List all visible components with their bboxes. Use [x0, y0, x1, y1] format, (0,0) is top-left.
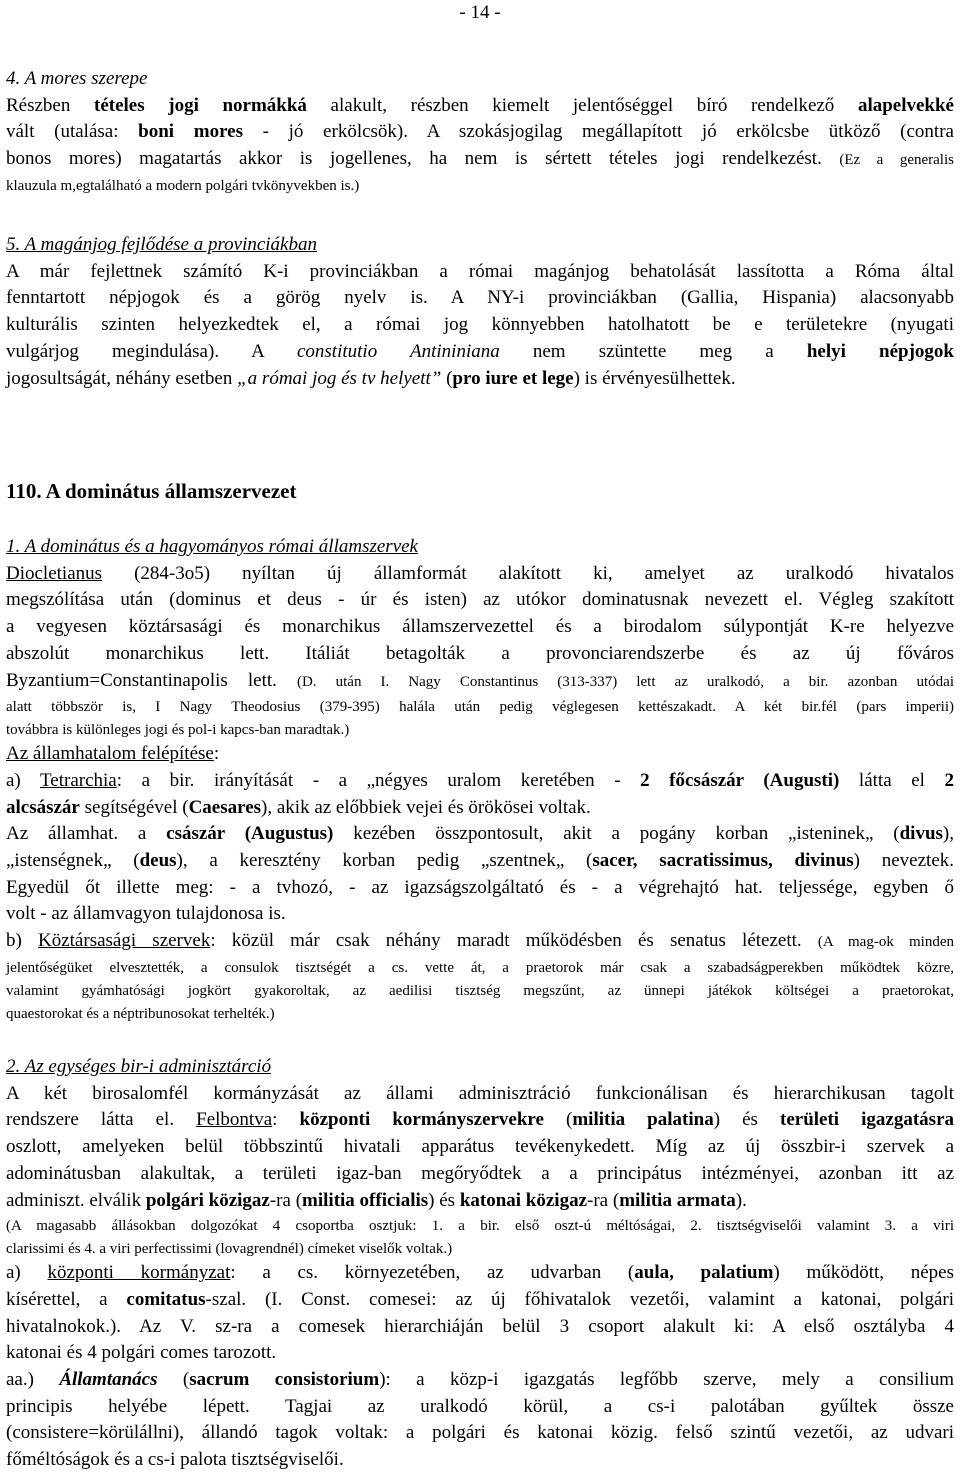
plain-text: ) neveztek. [853, 850, 954, 872]
bold-text: tételes jogi normákká [94, 94, 307, 116]
small-note-text: (A magasabb állásokban dolgozókat 4 csoportba osztjuk: 1. a bir. első oszt-ú méltóságai, 2. tisztségviselői valamint 3. a viri [6, 1218, 954, 1235]
bold-text: 2 [944, 769, 955, 791]
heading-text: 2. Az egységes bir-i adminisztárció [6, 1056, 272, 1077]
text-line [6, 1188, 954, 1215]
text-line [6, 795, 954, 822]
text-line [6, 718, 954, 741]
text-line [6, 1314, 954, 1341]
text-line [6, 285, 954, 312]
section-administration [6, 1054, 954, 1474]
text-line [6, 561, 954, 588]
underlined-text: Felbontva [196, 1109, 273, 1131]
text-line [6, 741, 954, 768]
text-line [6, 1340, 954, 1367]
plain-text: alakult, részben kiemelt jelentőséggel bíró rendelkező [306, 94, 858, 116]
text-line [6, 956, 954, 979]
plain-text: vulgárjog megindulása). A [6, 340, 297, 362]
bold-text: alapelvekké [857, 94, 954, 116]
text-line [6, 695, 954, 718]
bold-text: sacrum consistorium [189, 1369, 380, 1391]
bold-italic-text: Államtanács [59, 1369, 158, 1391]
plain-text: oszlott, amelyeken belül többszintű hivatali apparátus tevékenykedett. Míg az új összbir-i szervek a [6, 1136, 954, 1158]
plain-text: adminiszt. elválik [6, 1189, 146, 1211]
text-line [6, 1134, 954, 1161]
text-line [6, 928, 954, 956]
text-line [6, 668, 954, 696]
chapter-title [6, 478, 954, 505]
plain-text: aa.) [6, 1369, 60, 1391]
plain-text: volt - az államvagyon tulajdonosa is. [6, 903, 286, 925]
plain-text: ( [543, 1109, 573, 1131]
plain-text: : [272, 1109, 300, 1131]
small-note-text: (D. után I. Nagy Constantinus (313-337) lett az uralkodó, a bir. azonban utódai [296, 673, 954, 690]
plain-text: ), akik az előbbiek vejei és örökösei voltak. [261, 796, 591, 818]
plain-text: : a cs. környezetében, az udvarban ( [230, 1262, 635, 1284]
text-line [6, 119, 954, 146]
plain-text: ) működött, népes [773, 1262, 954, 1284]
text-line [6, 1420, 954, 1447]
bold-text: sacer, sacratissimus, divinus [592, 850, 854, 872]
bold-text: divus [899, 823, 943, 845]
heading-text: 1. A dominátus és a hagyományos római államszervek [6, 536, 418, 557]
plain-text: kísérettel, a [6, 1288, 127, 1310]
plain-text: b) [6, 930, 38, 952]
section-heading: 4. A mores szerepe [6, 68, 148, 89]
text-line [6, 901, 954, 928]
text-line [6, 1107, 954, 1134]
plain-text: : közül már csak néhány maradt működésben és senatus létezett. [210, 930, 818, 952]
plain-text: főméltóságok és a cs-i palota tisztségviselői. [6, 1449, 344, 1471]
small-note-text: clarissimi és 4. a viri perfectissimi (lovagrendnél) címeket viselők voltak.) [6, 1241, 453, 1258]
bold-text: központi kormányszervekre [299, 1109, 544, 1131]
text-line [6, 174, 954, 197]
bold-text: császár (Augustus) [166, 823, 334, 845]
small-note-text: alatt többször is, I Nagy Theodosius (379-395) halála után pedig véglegesen kettészakadt. A két bir.fél (pars imperii) [6, 699, 954, 716]
bold-text: militia armata [619, 1189, 736, 1211]
text-line [6, 146, 954, 174]
text-line [6, 259, 954, 286]
section-heading [6, 232, 954, 259]
text-line [6, 1394, 954, 1421]
plain-text: katonai és 4 polgári comes tarozott. [6, 1342, 277, 1364]
text-line [6, 641, 954, 668]
section-heading [6, 534, 954, 561]
text-line [6, 312, 954, 339]
plain-text: ( [157, 1369, 190, 1391]
plain-text: Egyedül őt illette meg: - a tvhozó, - az igazságszolgáltató és - a végrehajtó hat. teljessége, egyben ő [6, 876, 954, 898]
text-line [6, 1081, 954, 1108]
section-body [6, 1081, 954, 1474]
text-line [6, 821, 954, 848]
bold-text: militia officialis [302, 1189, 429, 1211]
section-mores [6, 66, 954, 197]
bold-text: polgári közigaz [145, 1189, 270, 1211]
heading-text: 5. A magánjog fejlődése a provinciákban [6, 234, 317, 255]
plain-text: adominátusban alakultak, a területi igaz-ban megőryődtek a a principátus intézményei, azonban itt az [6, 1162, 954, 1184]
text-line [6, 875, 954, 902]
bold-text: helyi népjogok [806, 340, 954, 362]
plain-text: látta el [839, 769, 945, 791]
plain-text: a vegyesen köztársasági és monarchikus államszervezettel és a birodalom súlypontját K-re helyezve [6, 616, 954, 638]
small-note-text: quaestorokat és a néptribunosokat terhelték.) [6, 1005, 275, 1022]
plain-text: ). [735, 1189, 747, 1211]
plain-text: „istenségnek„ ( [6, 850, 140, 872]
plain-text: ), a keresztény korban pedig „szentnek„ ( [176, 850, 593, 872]
text-line [6, 1287, 954, 1314]
text-line [6, 1367, 954, 1394]
chapter-heading: 110. A dominátus államszervezet [6, 479, 297, 503]
bold-text: comitatus [126, 1288, 206, 1310]
plain-text: -ra ( [587, 1189, 620, 1211]
bold-text: területi igazgatásra [780, 1109, 955, 1131]
plain-text: ), [942, 823, 954, 845]
section-body [6, 259, 954, 393]
bold-text: 2 főcsászár (Augusti) [640, 769, 840, 791]
plain-text: kulturális szinten helyezkedtek el, a római jog könnyebben hatolhatott be e területekre (nyugati [6, 314, 954, 336]
plain-text: vált (utalása: [6, 121, 139, 143]
small-note-text: (Ez a generalis [839, 152, 954, 169]
plain-text: hivatalnokok.). Az V. sz-ra a comesek hierarchiáján belül 3 csoport alakult ki: A első osztályba 4 [6, 1315, 954, 1337]
text-line [6, 979, 954, 1002]
section-body [6, 561, 954, 1025]
underlined-text: Köztársasági szervek [38, 930, 211, 952]
plain-text: ) és [713, 1109, 780, 1131]
text-line [6, 587, 954, 614]
underlined-text: Diocletianus [6, 562, 103, 584]
plain-text: Byzantium=Constantinapolis lett. [6, 669, 297, 691]
text-line [6, 366, 954, 393]
text-line [6, 1237, 954, 1260]
plain-text: -szal. (I. Const. comesei: az új főhivatalok vezetői, valamint a katonai, polgári [205, 1288, 954, 1310]
plain-text: principis helyébe lépett. Tagjai az uralkodó körül, a cs-i palotában gyűltek össze [6, 1395, 954, 1417]
text-line [6, 1214, 954, 1237]
plain-text: segítségével ( [79, 796, 189, 818]
text-line [6, 93, 954, 120]
plain-text: (284-3o5) nyíltan új államformát alakított ki, amelyet az uralkodó hivatalos [102, 562, 954, 584]
text-line [6, 339, 954, 366]
small-note-text: valamint gyámhatósági jogkört gyakoroltak, az aedilisi tisztség megszűnt, az ünnepi játékok költségei a praetorokat, [6, 982, 954, 999]
plain-text: a) [6, 769, 40, 791]
plain-text: abszolút monarchikus lett. Itáliát betagolták a provonciarendszerbe és az új főváros [6, 642, 954, 664]
section-body [6, 93, 954, 197]
text-line [6, 1447, 954, 1474]
plain-text: A már fejlettnek számító K-i provinciákban a római magánjog behatolását lassította a Róma által [6, 260, 954, 282]
plain-text: megszólítása után (dominus et deus - úr és isten) az utókor dominatusnak nevezett el. Végleg szakított [6, 589, 954, 611]
bold-text: deus [139, 850, 177, 872]
bold-text: militia palatina [572, 1109, 714, 1131]
underlined-text: központi kormányzat [47, 1262, 231, 1284]
small-note-text: jelentőségüket elvesztették, a consulok tisztségét a cs. vette át, a praetorok már csak a szabadságperekben működtek közre, [6, 959, 954, 976]
text-line [6, 1002, 954, 1025]
plain-text: - jó erkölcsök). A szokásjogilag megállapított jó erkölcsbe ütköző (contra [242, 121, 954, 143]
plain-text: Az államhat. a [6, 823, 167, 845]
section-dominatus [6, 534, 954, 1025]
bold-text: katonai közigaz [459, 1189, 588, 1211]
plain-text: : [213, 743, 220, 765]
italic-text: „a római jog és tv helyett” [237, 367, 442, 389]
section-provinces [6, 232, 954, 392]
plain-text: A két birosalomfél kormányzását az állami adminisztráció funkcionálisan és hierarchikusan tagolt [6, 1082, 954, 1104]
plain-text: ( [441, 367, 453, 389]
text-line [6, 848, 954, 875]
plain-text: fenntartott népjogok és a görög nyelv is. A NY-i provinciákban (Gallia, Hispania) alacsonyabb [6, 287, 954, 309]
plain-text: nem szüntette meg a [499, 340, 807, 362]
bold-text: aula, palatium [634, 1262, 774, 1284]
plain-text: ) és [428, 1189, 460, 1211]
bold-text: Caesares [188, 796, 262, 818]
plain-text: rendszere látta el. [6, 1109, 197, 1131]
bold-text: boni mores [138, 121, 243, 143]
plain-text: Részben [6, 94, 94, 116]
small-note-text: továbbra is különleges jogi és pol-i kapcs-ban maradtak.) [6, 722, 350, 739]
plain-text: kezében összpontosult, akit a pogány korban „isteninek„ ( [333, 823, 900, 845]
small-note-text: (A mag-ok minden [817, 934, 954, 951]
underlined-text: Az államhatalom felépítése [6, 743, 214, 765]
bold-text: pro iure et lege [452, 367, 574, 389]
underlined-text: Tetrarchia [40, 769, 117, 791]
text-line [6, 614, 954, 641]
plain-text: bonos mores) magatartás akkor is jogellenes, ha nem is sértett tételes jogi rendelkezést. [6, 148, 840, 170]
plain-text: a) [6, 1262, 48, 1284]
plain-text: jogosultságát, néhány esetben [6, 367, 238, 389]
plain-text: (consistere=körülállni), állandó tagok voltak: a polgári és katonai közig. felső szintű vezetői, az udvari [6, 1422, 954, 1444]
bold-text: alcsászár [6, 796, 80, 818]
small-note-text: klauzula m,egtalálható a modern polgári tvkönyvekben is.) [6, 177, 360, 194]
text-line [6, 768, 954, 795]
plain-text: -ra ( [269, 1189, 303, 1211]
plain-text: : a bir. irányítását - a „négyes uralom keretében - [116, 769, 641, 791]
text-line [6, 1260, 954, 1287]
plain-text: ): a közp-i igazgatás legfőbb szerve, mely a consilium [379, 1369, 954, 1391]
text-line [6, 1161, 954, 1188]
section-heading [6, 1054, 954, 1081]
page-number: - 14 - [459, 2, 501, 23]
italic-text: constitutio Antininiana [296, 340, 500, 362]
plain-text: ) is érvényesülhettek. [573, 367, 736, 389]
